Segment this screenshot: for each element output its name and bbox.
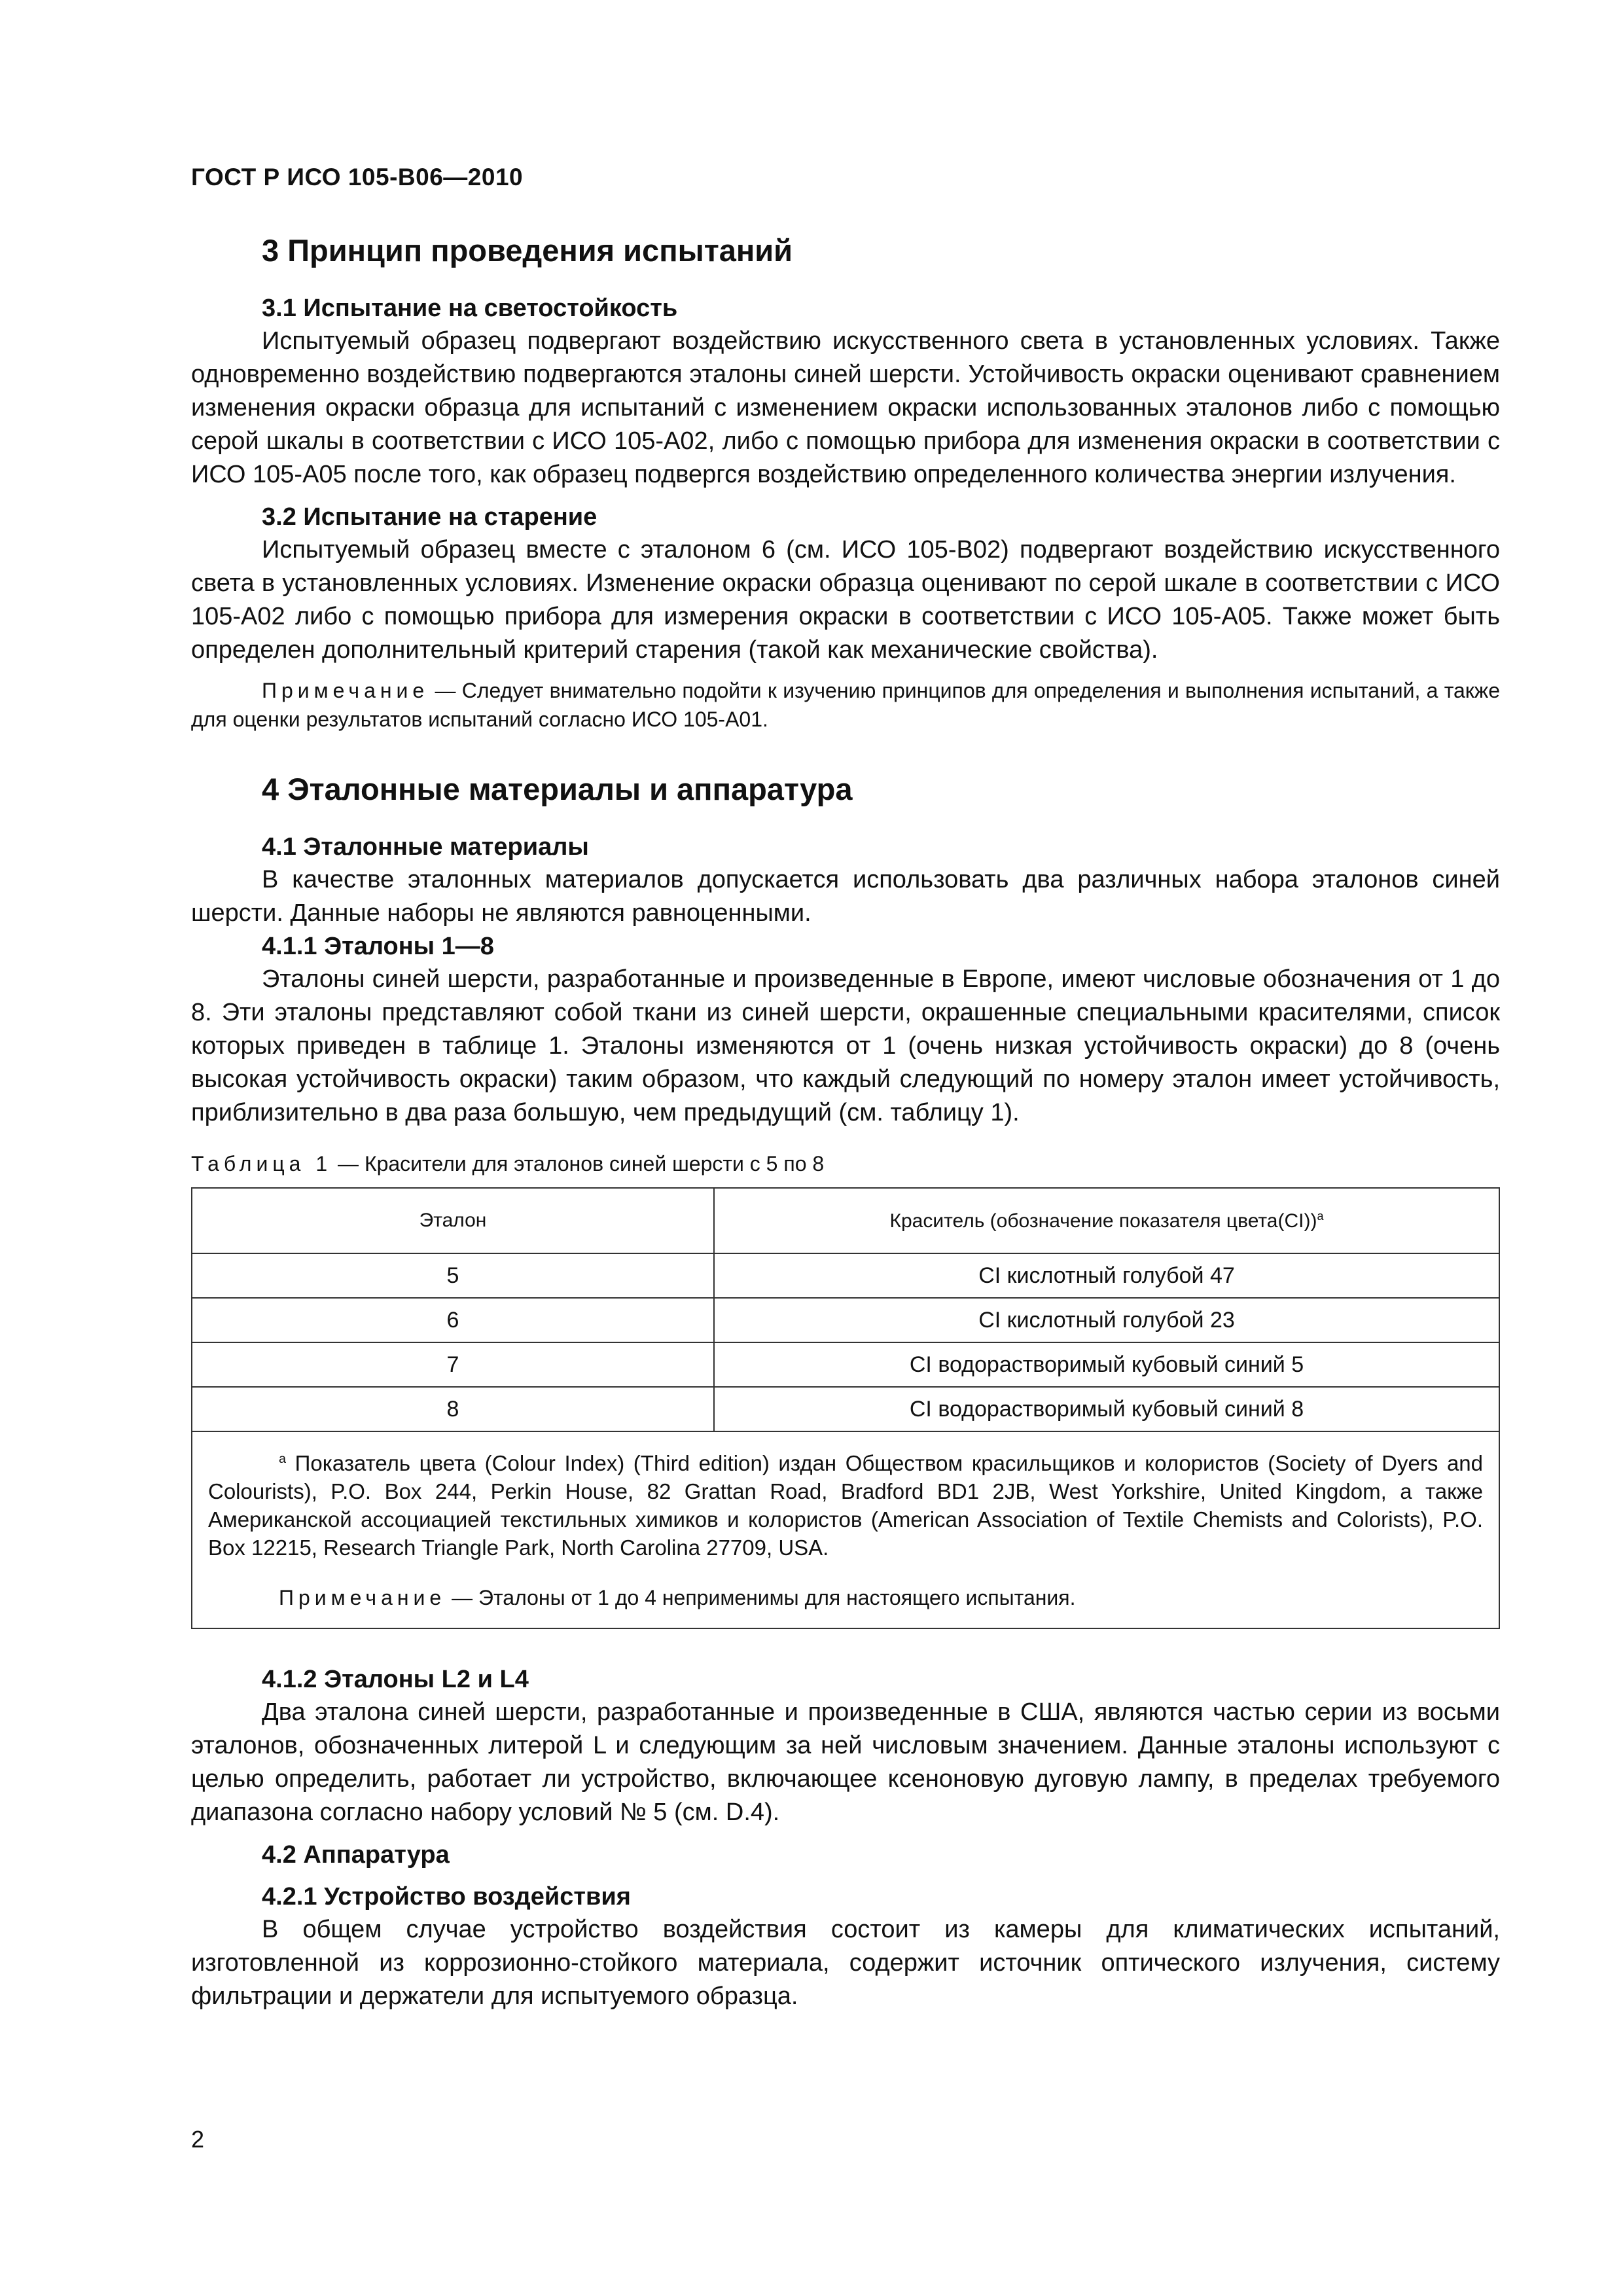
section-4-1-text: В качестве эталонных материалов допускается использовать два различных набора эталонов синей шерсти. Данные наборы не являются равноценными. <box>191 866 1500 927</box>
section-4-2-1-title: 4.2.1 Устройство воздействия <box>262 1883 631 1910</box>
section-3-2-title: 3.2 Испытание на старение <box>262 503 597 531</box>
page-number: 2 <box>191 2126 205 2153</box>
section-3-1-text: Испытуемый образец подвергают воздействию искусственного света в установленных условиях. Также одновременно воздействию подвергаются эталоны синей шерсти. Устойчивость окраски оценивают сравнением изменения окраски образца для испытаний с изменением окраски использованных эталонов либо с помощью серой шкалы в соответствии с ИСО 105-А02, либо с помощью прибора для изменения окраски в соответствии с ИСО 105-А05 после того, как образец подвергся воздействию определенного количества энергии излучения. <box>191 327 1500 488</box>
standard-header: ГОСТ Р ИСО 105-В06—2010 <box>191 164 524 190</box>
section-4-1-title: 4.1 Эталонные материалы <box>262 833 589 861</box>
footnote-mark: a <box>279 1452 287 1466</box>
table-caption-text: — Красители для эталонов синей шерсти с 5 по 8 <box>332 1152 825 1175</box>
table-footnote-cell <box>192 1431 1499 1628</box>
cell-etalon: 6 <box>192 1298 714 1342</box>
section-4-1-1-title: 4.1.1 Эталоны 1—8 <box>262 933 494 960</box>
section-3-note <box>191 676 1500 734</box>
table-row <box>192 1387 1499 1431</box>
cell-dye: CI водорастворимый кубовый синий 8 <box>714 1387 1499 1431</box>
footnote-marker: a <box>1317 1209 1324 1223</box>
table-row <box>192 1253 1499 1298</box>
col-header-dye <box>714 1188 1499 1253</box>
cell-dye: CI кислотный голубой 23 <box>714 1298 1499 1342</box>
table-caption <box>191 1149 1500 1178</box>
section-4-1-1-text: Эталоны синей шерсти, разработанные и произведенные в Европе, имеют числовые обозначения от 1 до 8. Эти эталоны представляют собой ткани из синей шерсти, окрашенные специальными красителями, список которых приведен в таблице 1. Эталоны изменяются от 1 (очень низкая устойчивость окраски) до 8 (очень высокая устойчивость окраски) таким образом, что каждый следующий по номеру эталон имеет устойчивость, приблизительно в два раза большую, чем предыдущий (см. таблицу 1). <box>191 965 1500 1126</box>
section-3-1-title: 3.1 Испытание на светостойкость <box>262 295 678 322</box>
footnote-text: Показатель цвета (Colour Index) (Third edition) издан Обществом красильщиков и колористов (Society of Dyers and Colourists), P.O. Box 244, Perkin House, 82 Grattan Road, Bradford BD1 2JB, West Yorkshire, United Kingdom, а также Американской ассоциацией текстильных химиков и колористов (American Association of Textile Chemists and Colorists), P.O. Box 12215, Research Triangle Park, North Carolina 27709, USA. <box>208 1451 1483 1560</box>
section-4-title: 4 Эталонные материалы и аппаратура <box>262 772 853 806</box>
note-text: — Следует внимательно подойти к изучению принципов для определения и выполнения испытаний, а также для оценки результатов испытаний согласно ИСО 105-А01. <box>191 679 1500 731</box>
table-footer-row <box>192 1431 1499 1628</box>
section-3-2-text: Испытуемый образец вместе с эталоном 6 (см. ИСО 105-В02) подвергают воздействию искусственного света в установленных условиях. Изменение окраски образца оценивают по серой шкале в соответствии с ИСО 105-А02 либо с помощью прибора для измерения окраски в соответствии с ИСО 105-А05. Также может быть определен дополнительный критерий старения (такой как механические свойства). <box>191 536 1500 664</box>
note-label: Примечание <box>262 679 429 702</box>
cell-dye: CI кислотный голубой 47 <box>714 1253 1499 1298</box>
table-note <box>208 1584 1483 1612</box>
table-note-text: — Эталоны от 1 до 4 неприменимы для настоящего испытания. <box>446 1586 1076 1609</box>
section-4-2-title: 4.2 Аппаратура <box>262 1841 450 1869</box>
cell-etalon: 5 <box>192 1253 714 1298</box>
table-header-row <box>192 1188 1499 1253</box>
table-note-label: Примечание <box>279 1586 446 1609</box>
section-4-1-2-text: Два эталона синей шерсти, разработанные и произведенные в США, являются частью серии из восьми эталонов, обозначенных литерой L и следующим за ней числовым значением. Данные эталоны используют с целью определить, работает ли устройство, включающее ксеноновую дуговую лампу, в пределах требуемого диапазона согласно набору условий № 5 (см. D.4). <box>191 1698 1500 1826</box>
page-content <box>191 229 1500 2013</box>
section-4-2-1-text: В общем случае устройство воздействия состоит из камеры для климатических испытаний, изготовленной из коррозионно-стойкого материала, содержит источник оптического излучения, систему фильтрации и держатели для испытуемого образца. <box>191 1916 1500 2010</box>
col-header-etalon: Эталон <box>192 1188 714 1253</box>
cell-dye: CI водорастворимый кубовый синий 5 <box>714 1342 1499 1387</box>
table-footnote <box>208 1445 1483 1562</box>
table-row <box>192 1298 1499 1342</box>
section-4-1-2-title: 4.1.2 Эталоны L2 и L4 <box>262 1666 529 1693</box>
dye-table <box>191 1187 1500 1629</box>
cell-etalon: 8 <box>192 1387 714 1431</box>
table-row <box>192 1342 1499 1387</box>
section-3-title: 3 Принцип проведения испытаний <box>262 233 793 268</box>
cell-etalon: 7 <box>192 1342 714 1387</box>
col-header-dye-text: Краситель (обозначение показателя цвета(CI)) <box>889 1210 1317 1232</box>
table-caption-label: Таблица 1 <box>191 1152 332 1175</box>
